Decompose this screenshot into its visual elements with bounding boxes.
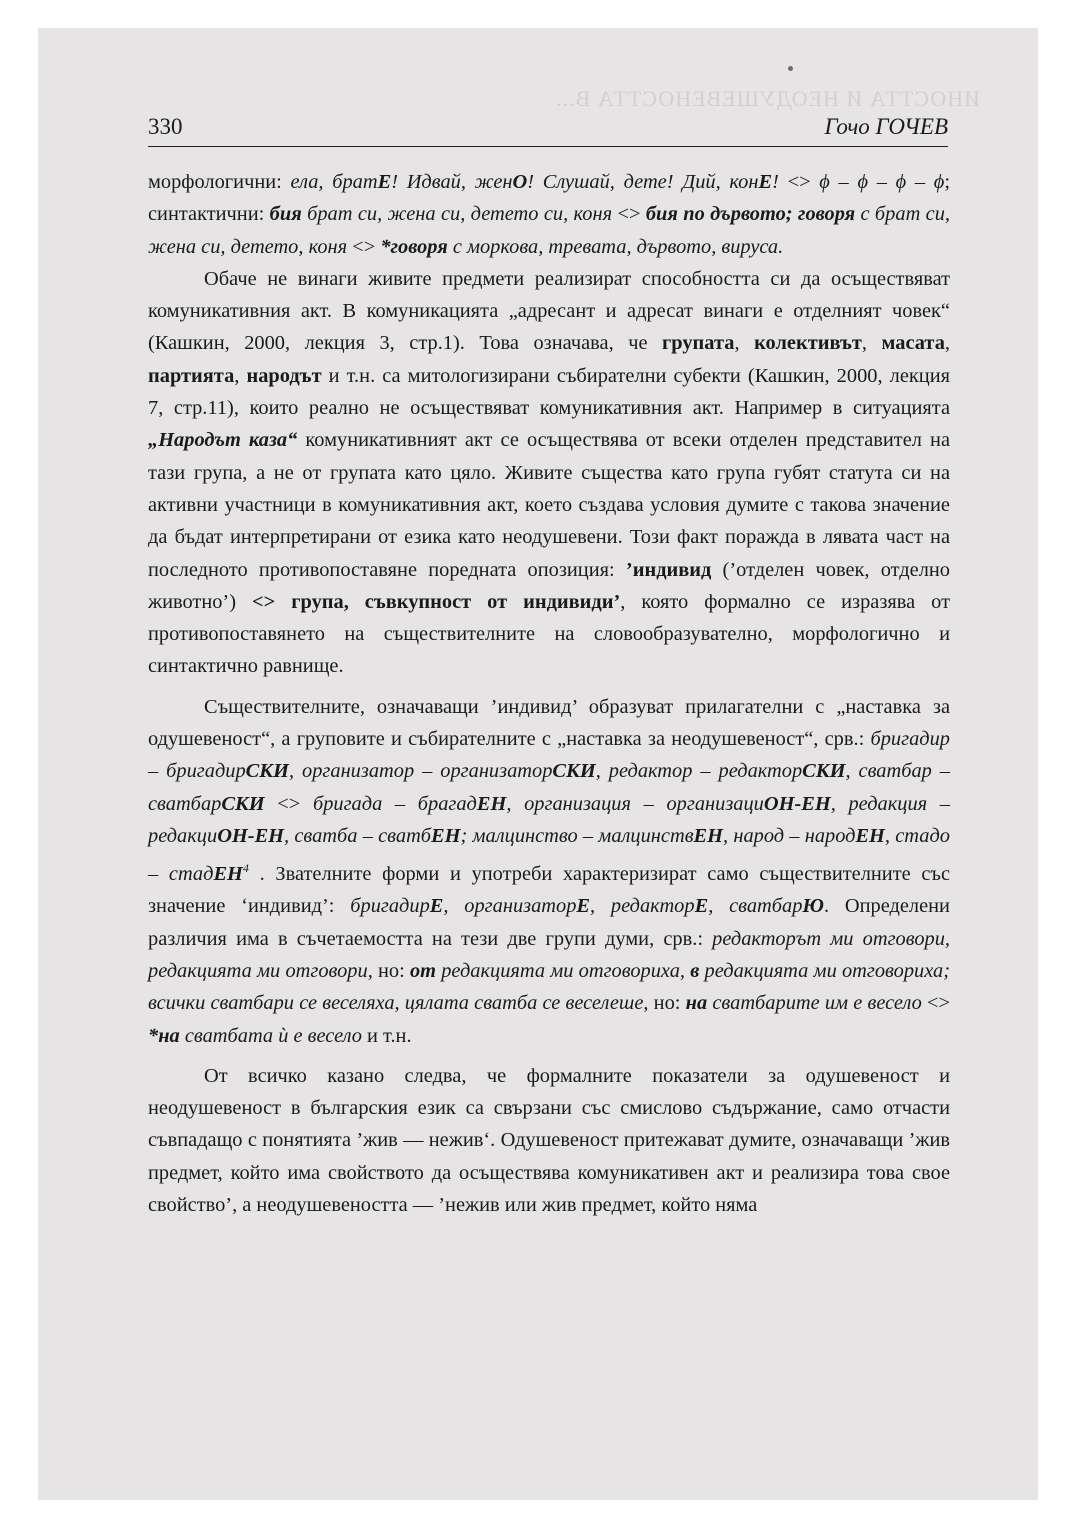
text-run: , (734, 332, 755, 355)
text-run: с брат си, жена си, детето, коня (148, 203, 951, 258)
text-run: , редакция – редакци (148, 792, 950, 847)
text-run: народът (246, 364, 322, 387)
text-run: Съществителните, означаващи ’индивид’ образуват прилагателни с „наставка за одушевеност“, а груповите и събирателните с „наставка за неодушевеност“, срв.: (148, 695, 950, 751)
text-run: ЕН (693, 824, 724, 847)
text-run: СКИ (802, 760, 846, 783)
text-run: . Звателните форми и употреби характеризират само съществителните със значение ‘индивид’: (148, 863, 951, 918)
text-run: групата (662, 332, 735, 355)
text-run: от (409, 959, 437, 982)
text-run: , (234, 364, 247, 387)
text-run: ! (772, 171, 779, 193)
text-run: ’индивид (625, 558, 712, 581)
text-run: (’отделен човек, отделно животно’) (148, 558, 950, 613)
paragraph (148, 1060, 950, 1221)
text-run: с моркова, тревата, дървото, вируса. (447, 235, 784, 258)
text-run: ; малцинство – малцинств (460, 824, 694, 847)
text-run: , сватбар (708, 895, 803, 918)
text-run: ЕН (213, 863, 243, 886)
text-run: , сватбар – сватбар (148, 760, 951, 815)
text-run: редакцията ми отговориха; всички сватбари се веселяха, цялата сватба се веселеше (148, 959, 950, 1015)
text-run: <> (347, 235, 381, 258)
text-run: Обаче не винаги живите предмети реализират способността си да осъществяват комуникативния акт. В комуникацията „адресант и адресат винаги е отделният човек“ (Кашкин, 2000, лекция 3, стр.1). Това означава, че (148, 267, 950, 355)
text-run: бригада – брагад (312, 792, 477, 815)
page-header (148, 112, 948, 147)
text-run: , редактор (590, 895, 695, 918)
text-run: Е (758, 171, 773, 193)
text-run: СКИ (552, 760, 596, 783)
text-run: на (685, 992, 708, 1015)
text-run: , организатор (443, 895, 577, 918)
text-run: , сватба – сватб (284, 824, 432, 847)
running-author: Гочо ГОЧЕВ (824, 114, 948, 139)
text-run: ЕН (476, 792, 507, 815)
text-run: и т.н. са митологизирани събирателни субекти (Кашкин, 2000, лекция 7, стр.11), които реално не осъществяват комуникативния акт. Например в ситуацията (148, 364, 950, 420)
body-text (148, 166, 950, 1221)
text-run: бригадир (350, 895, 430, 918)
text-run: сватбата ѝ е весело (179, 1024, 362, 1047)
text-run: , народ – народ (723, 824, 856, 847)
text-run: ; синтактични: (148, 171, 951, 226)
text-run: редакцията ми отговориха, (436, 959, 691, 982)
text-run: ! Слушай, дете! Дий, кон (527, 171, 759, 193)
text-run: в (690, 959, 700, 982)
text-run: <> група, съвкупност от индивиди’ (252, 590, 621, 613)
text-run: бия (269, 203, 302, 226)
text-run: , но: (643, 992, 686, 1015)
text-run: редакторът ми отговори, редакцията ми отговори (148, 927, 951, 982)
text-run: Ю (802, 895, 824, 918)
text-run: и т.н. (361, 1024, 412, 1047)
text-run: морфологични: (148, 171, 291, 193)
text-run: , стадо – стад (148, 824, 950, 886)
text-run: бия по дървото; говоря (645, 203, 856, 226)
paragraph (148, 691, 950, 1052)
text-run: ела, брат (290, 171, 378, 193)
text-run: *на (148, 1024, 180, 1047)
text-run: колективът (754, 332, 862, 355)
text-run: брат си, жена си, детето си, коня (301, 203, 613, 226)
text-run: <> (264, 792, 313, 815)
text-run: сватбарите им е весело (707, 992, 922, 1015)
text-run: <> (778, 171, 820, 193)
scan-speck (788, 66, 793, 71)
text-run: , но: (367, 959, 410, 982)
text-run: Е (694, 895, 709, 918)
text-run: ОН-ЕН (217, 824, 285, 847)
text-run: О (512, 171, 528, 193)
text-run: <> (921, 992, 950, 1015)
text-run: „Народът каза“ (148, 429, 298, 452)
text-run: , организация – организаци (506, 792, 764, 815)
text-run: Е (576, 895, 591, 918)
text-run: бригадир – бригадир (148, 728, 950, 783)
text-run: партията (148, 364, 235, 387)
text-run: СКИ (245, 760, 289, 783)
text-run: ЕН (431, 824, 461, 847)
footnote-ref[interactable]: 4 (242, 861, 249, 876)
text-run: масата (881, 332, 945, 355)
paragraph (148, 263, 950, 683)
text-run: , (861, 332, 882, 355)
text-run: ОН-ЕН (763, 792, 831, 815)
text-run: , която формално се изразява от противопоставянето на съществителните на словообразувателно, морфологично и синтактично равнище. (148, 590, 950, 678)
text-run: От всичко казано следва, че формалните показатели за одушевеност и неодушевеност в българския език са свързани със смислово съдържание, само отчасти съвпадащо с понятията ’жив — нежив‘. Одушевеност притежават думите, означаващи ’жив предмет, който има свойството да осъществява комуникативен акт и реализира това свое свойство’, а неодушевеността — ’нежив или жив предмет, който няма (148, 1064, 950, 1216)
paragraph (148, 166, 950, 263)
text-run: ϕ – ϕ – ϕ – ϕ (819, 171, 945, 193)
text-run: <> (612, 203, 646, 226)
page-number: 330 (148, 114, 183, 139)
text-run: , организатор – организатор (288, 760, 553, 783)
text-run: комуникативният акт се осъществява от всеки отделен представител на тази група, а не от групата като цяло. Живите същества като група губят статута си на активни участници в комуникативния акт, което създава условия думите с такова значение да бъдат интерпретирани от езика като неодушевени. Този факт поражда в лявата част на последното противопоставяне поредната опозиция: (148, 429, 950, 581)
text-run: Е (377, 171, 392, 193)
text-run: *говоря (380, 235, 448, 258)
text-run: ЕН (855, 824, 885, 847)
text-run: ! Идвай, жен (391, 171, 513, 193)
text-run: СКИ (221, 792, 265, 815)
text-run: . Определени различия има в съчетаемостта на тези две групи думи, срв.: (148, 895, 950, 950)
text-run: , редактор – редактор (595, 760, 803, 783)
text-run: , (944, 332, 950, 355)
bleed-through-running-title: ИНОСТТА И НЕОДУШЕВЕНОСТТА В... (555, 86, 980, 111)
text-run: Е (429, 895, 444, 918)
